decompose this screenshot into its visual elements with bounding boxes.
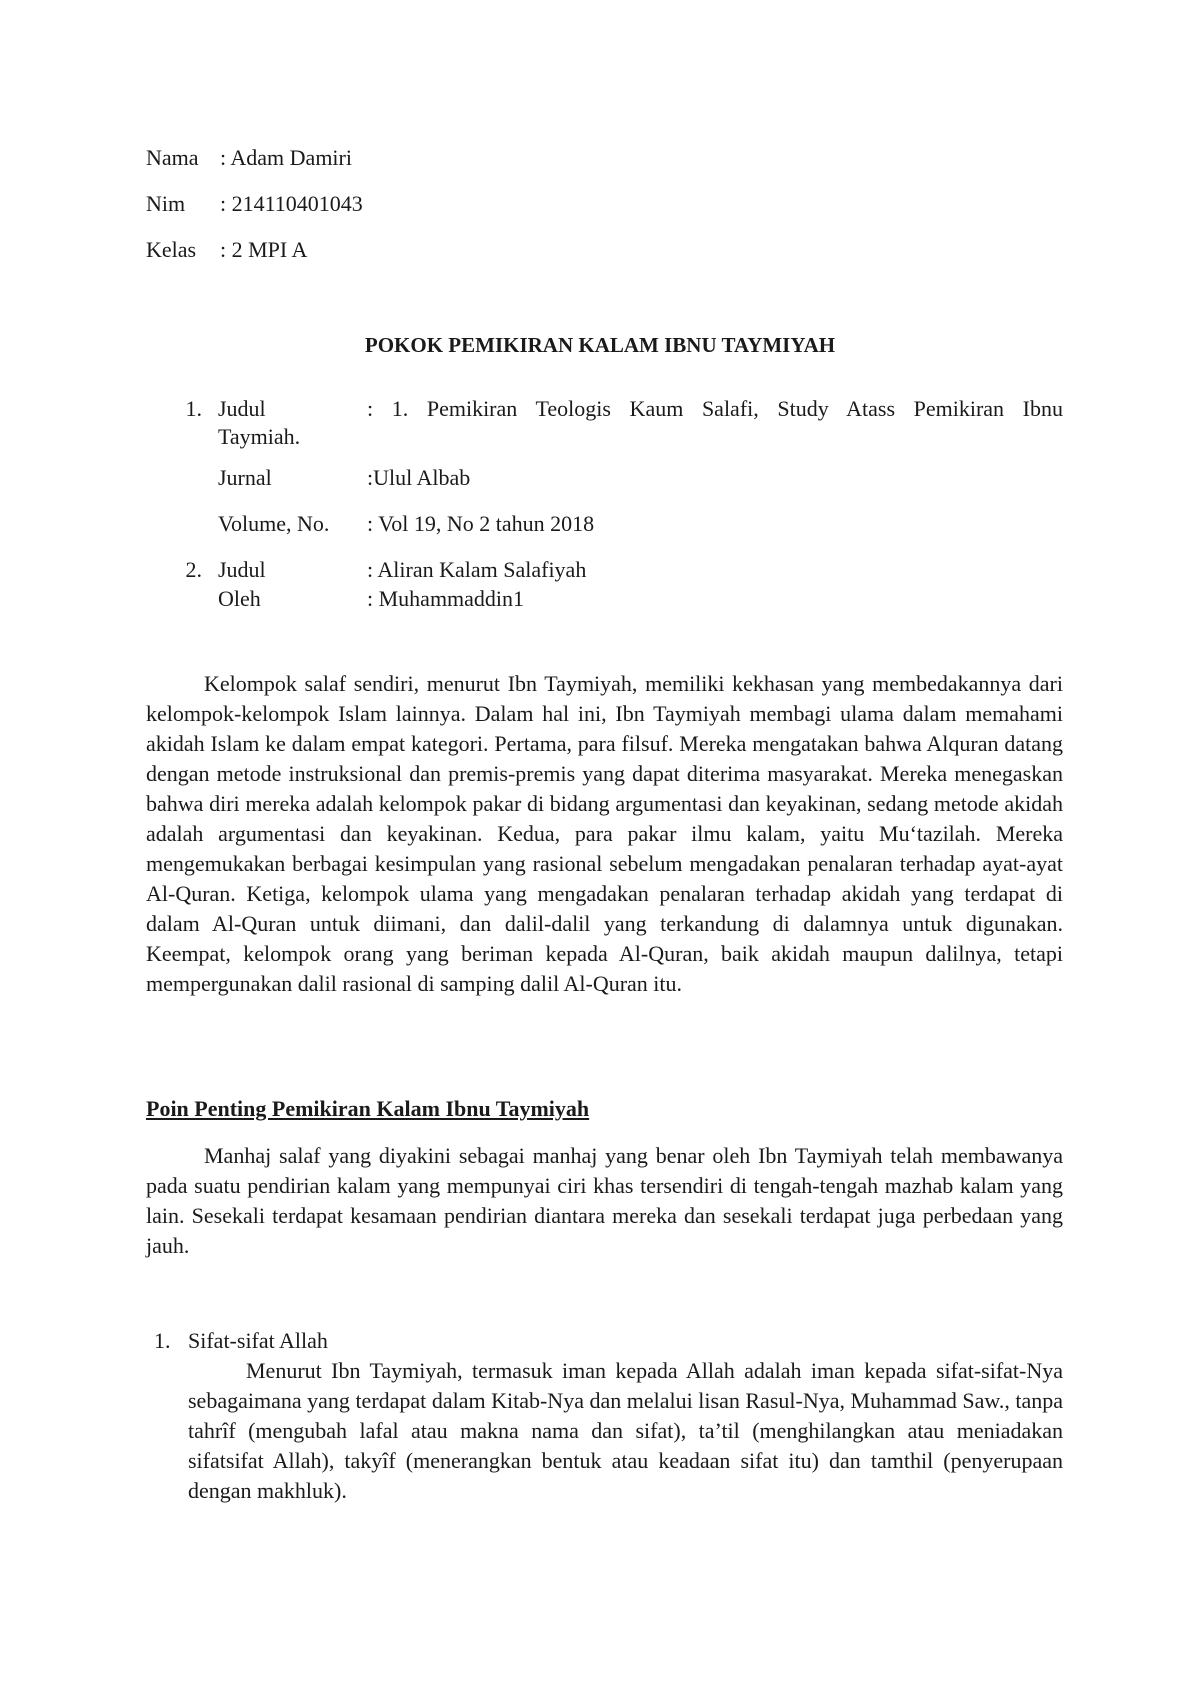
reference-1-jurnal-label: Jurnal <box>218 465 272 490</box>
reference-2-judul-value: : Aliran Kalam Salafiyah <box>367 557 587 582</box>
reference-2-oleh-value: : Muhammaddin1 <box>367 586 525 611</box>
student-identity <box>146 146 363 284</box>
nim-row <box>146 192 363 216</box>
nim-value: : 214110401043 <box>220 191 363 216</box>
name-label: Nama <box>146 145 199 170</box>
reference-1-jurnal-value: :Ulul Albab <box>367 465 471 490</box>
list-item-number: 1. <box>154 1328 171 1353</box>
name-row <box>146 146 363 170</box>
class-row <box>146 238 363 262</box>
reference-2-judul-label: Judul <box>218 557 266 582</box>
reference-1-volume-label: Volume, No. <box>218 511 330 536</box>
list-item-title: Sifat-sifat Allah <box>188 1328 328 1353</box>
nim-label: Nim <box>146 191 186 216</box>
reference-1-number: 1. <box>185 396 202 421</box>
intro-paragraph <box>146 669 1063 999</box>
section-heading: Poin Penting Pemikiran Kalam Ibnu Taymiyah <box>146 1096 590 1121</box>
reference-2-number: 2. <box>185 557 202 582</box>
reference-1-judul-label: Judul <box>218 396 266 421</box>
list-item-body-text: Menurut Ibn Taymiyah, termasuk iman kepada Allah adalah iman kepada sifat-sifat-Nya sebagaimana yang terdapat dalam Kitab-Nya dan melalui lisan Rasul-Nya, Muhammad Saw., tanpa tahrîf (mengubah lafal atau makna nama dan sifat), ta’til (menghilangkan atau meniadakan sifatsifat Allah), takyîf (menerangkan bentuk atau keadaan sifat itu) dan tamthil (penyerupaan dengan makhluk). <box>188 1358 1063 1503</box>
list-item-body <box>188 1356 1063 1506</box>
reference-2-oleh-label: Oleh <box>218 586 261 611</box>
class-value: : 2 MPI A <box>220 237 308 262</box>
reference-1-judul-value: : 1. Pemikiran Teologis Kaum Salafi, Study Atass Pemikiran Ibnu <box>367 396 1063 421</box>
manhaj-paragraph-text: Manhaj salaf yang diyakini sebagai manhaj yang benar oleh Ibn Taymiyah telah membawanya pada suatu pendirian kalam yang mempunyai ciri khas tersendiri di tengah-tengah mazhab kalam yang lain. Sesekali terdapat kesamaan pendirian diantara mereka dan sesekali terdapat juga perbedaan yang jauh. <box>146 1143 1063 1258</box>
name-value: : Adam Damiri <box>220 145 352 170</box>
manhaj-paragraph <box>146 1141 1063 1261</box>
class-label: Kelas <box>146 237 197 262</box>
reference-1-volume-value: : Vol 19, No 2 tahun 2018 <box>367 511 595 536</box>
reference-1-judul-continuation: Taymiah. <box>218 424 301 449</box>
intro-paragraph-text: Kelompok salaf sendiri, menurut Ibn Taymiyah, memiliki kekhasan yang membedakannya dari kelompok-kelompok Islam lainnya. Dalam hal ini, Ibn Taymiyah membagi ulama dalam memahami akidah Islam ke dalam empat kategori. Pertama, para filsuf. Mereka mengatakan bahwa Alquran datang dengan metode instruksional dan premis-premis yang dapat diterima masyarakat. Mereka menegaskan bahwa diri mereka adalah kelompok pakar di bidang argumentasi dan keyakinan, sedang metode akidah adalah argumentasi dan keyakinan. Kedua, para pakar ilmu kalam, yaitu Mu‘tazilah. Mereka mengemukakan berbagai kesimpulan yang rasional sebelum mengadakan penalaran terhadap ayat-ayat Al-Quran. Ketiga, kelompok ulama yang mengadakan penalaran terhadap akidah yang terdapat di dalam Al-Quran untuk diimani, dan dalil-dalil yang terkandung di dalamnya untuk digunakan. Keempat, kelompok orang yang beriman kepada Al-Quran, baik akidah maupun dalilnya, tetapi mempergunakan dalil rasional di samping dalil Al-Quran itu. <box>146 671 1063 996</box>
document-title: POKOK PEMIKIRAN KALAM IBNU TAYMIYAH <box>364 333 836 357</box>
